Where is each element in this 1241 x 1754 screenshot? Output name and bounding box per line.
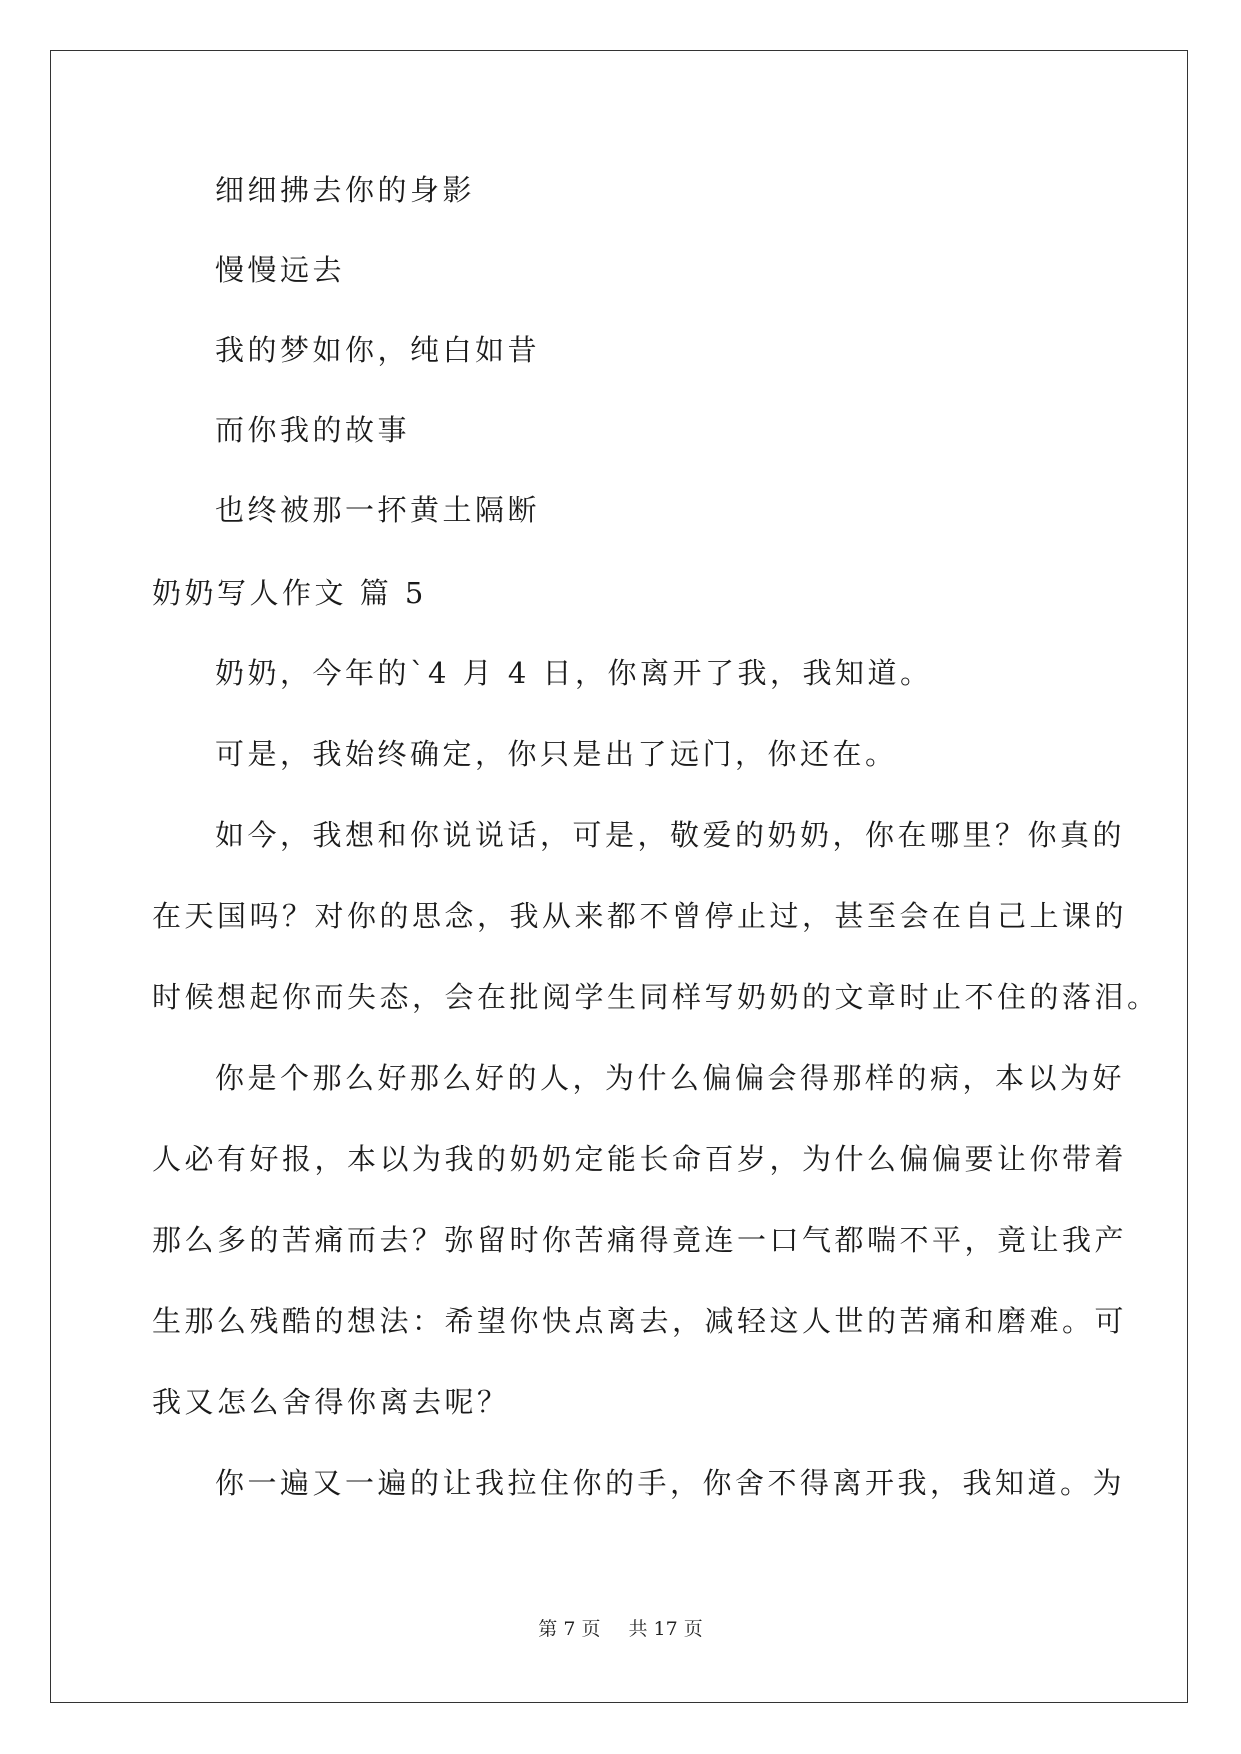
paragraph-line: 那么多的苦痛而去？弥留时你苦痛得竟连一口气都喘不平，竟让我产 bbox=[152, 1223, 1128, 1257]
paragraph-line: 如今，我想和你说说话，可是，敬爱的奶奶，你在哪里？你真的 bbox=[215, 818, 1126, 852]
paragraph-line: 你一遍又一遍的让我拉住你的手，你舍不得离开我，我知道。为 bbox=[215, 1466, 1126, 1500]
paragraph-line: 奶奶，今年的`4 月 4 日，你离开了我，我知道。 bbox=[215, 656, 933, 690]
poem-line: 细细拂去你的身影 bbox=[215, 173, 476, 207]
paragraph-line: 生那么残酷的想法：希望你快点离去，减轻这人世的苦痛和磨难。可 bbox=[152, 1304, 1128, 1338]
poem-line: 而你我的故事 bbox=[215, 413, 411, 447]
page-border bbox=[50, 50, 1188, 1703]
poem-line: 也终被那一抔黄土隔断 bbox=[215, 493, 541, 527]
paragraph-line: 可是，我始终确定，你只是出了远门，你还在。 bbox=[215, 737, 898, 771]
page-footer bbox=[0, 1614, 1241, 1641]
page-total: 共 17 页 bbox=[628, 1618, 703, 1640]
paragraph-line: 你是个那么好那么好的人，为什么偏偏会得那样的病，本以为好 bbox=[215, 1061, 1126, 1095]
page-number: 第 7 页 bbox=[538, 1618, 601, 1640]
paragraph-line: 时候想起你而失态，会在批阅学生同样写奶奶的文章时止不住的落泪。 bbox=[152, 980, 1160, 1014]
poem-line: 我的梦如你，纯白如昔 bbox=[215, 333, 541, 367]
section-heading: 奶奶写人作文 篇 5 bbox=[152, 576, 427, 610]
paragraph-line: 我又怎么舍得你离去呢？ bbox=[152, 1385, 510, 1419]
paragraph-line: 人必有好报，本以为我的奶奶定能长命百岁，为什么偏偏要让你带着 bbox=[152, 1142, 1128, 1176]
poem-line: 慢慢远去 bbox=[215, 253, 346, 287]
paragraph-line: 在天国吗？对你的思念，我从来都不曾停止过，甚至会在自己上课的 bbox=[152, 899, 1128, 933]
